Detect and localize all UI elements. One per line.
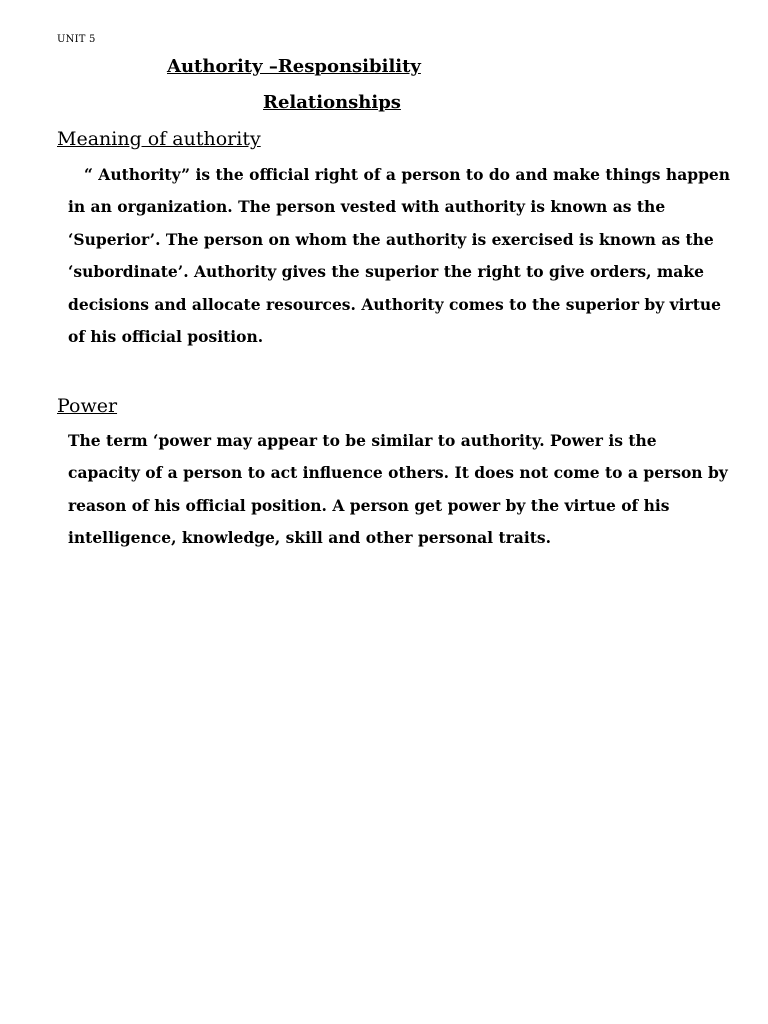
paragraph-line: ‘subordinate’. Authority gives the superior the right to give orders, make: [68, 262, 704, 282]
section-heading-power: Power: [57, 395, 118, 417]
paragraph-line: reason of his official position. A person get power by the virtue of his: [68, 495, 670, 515]
paragraph-line: capacity of a person to act influence others. It does not come to a person by: [68, 463, 728, 483]
paragraph-line: in an organization. The person vested with authority is known as the: [68, 197, 666, 217]
document-title-line-1: Authority –Responsibility: [167, 56, 421, 77]
paragraph-meaning-of-authority: [68, 159, 731, 353]
paragraph-line: intelligence, knowledge, skill and other personal traits.: [68, 528, 552, 548]
paragraph-line: decisions and allocate resources. Authority comes to the superior by virtue: [68, 294, 721, 314]
document-title-line-2: Relationships: [263, 92, 401, 113]
paragraph-line: of his official position.: [68, 327, 264, 347]
unit-label: UNIT 5: [57, 34, 96, 45]
paragraph-line: “ Authority” is the official right of a person to do and make things happen: [84, 165, 731, 184]
paragraph-line: The term ‘power may appear to be similar to authority. Power is the: [68, 431, 657, 450]
paragraph-power: [68, 425, 728, 555]
section-heading-meaning-of-authority: Meaning of authority: [57, 128, 261, 150]
paragraph-line: ‘Superior’. The person on whom the authority is exercised is known as the: [68, 229, 714, 249]
